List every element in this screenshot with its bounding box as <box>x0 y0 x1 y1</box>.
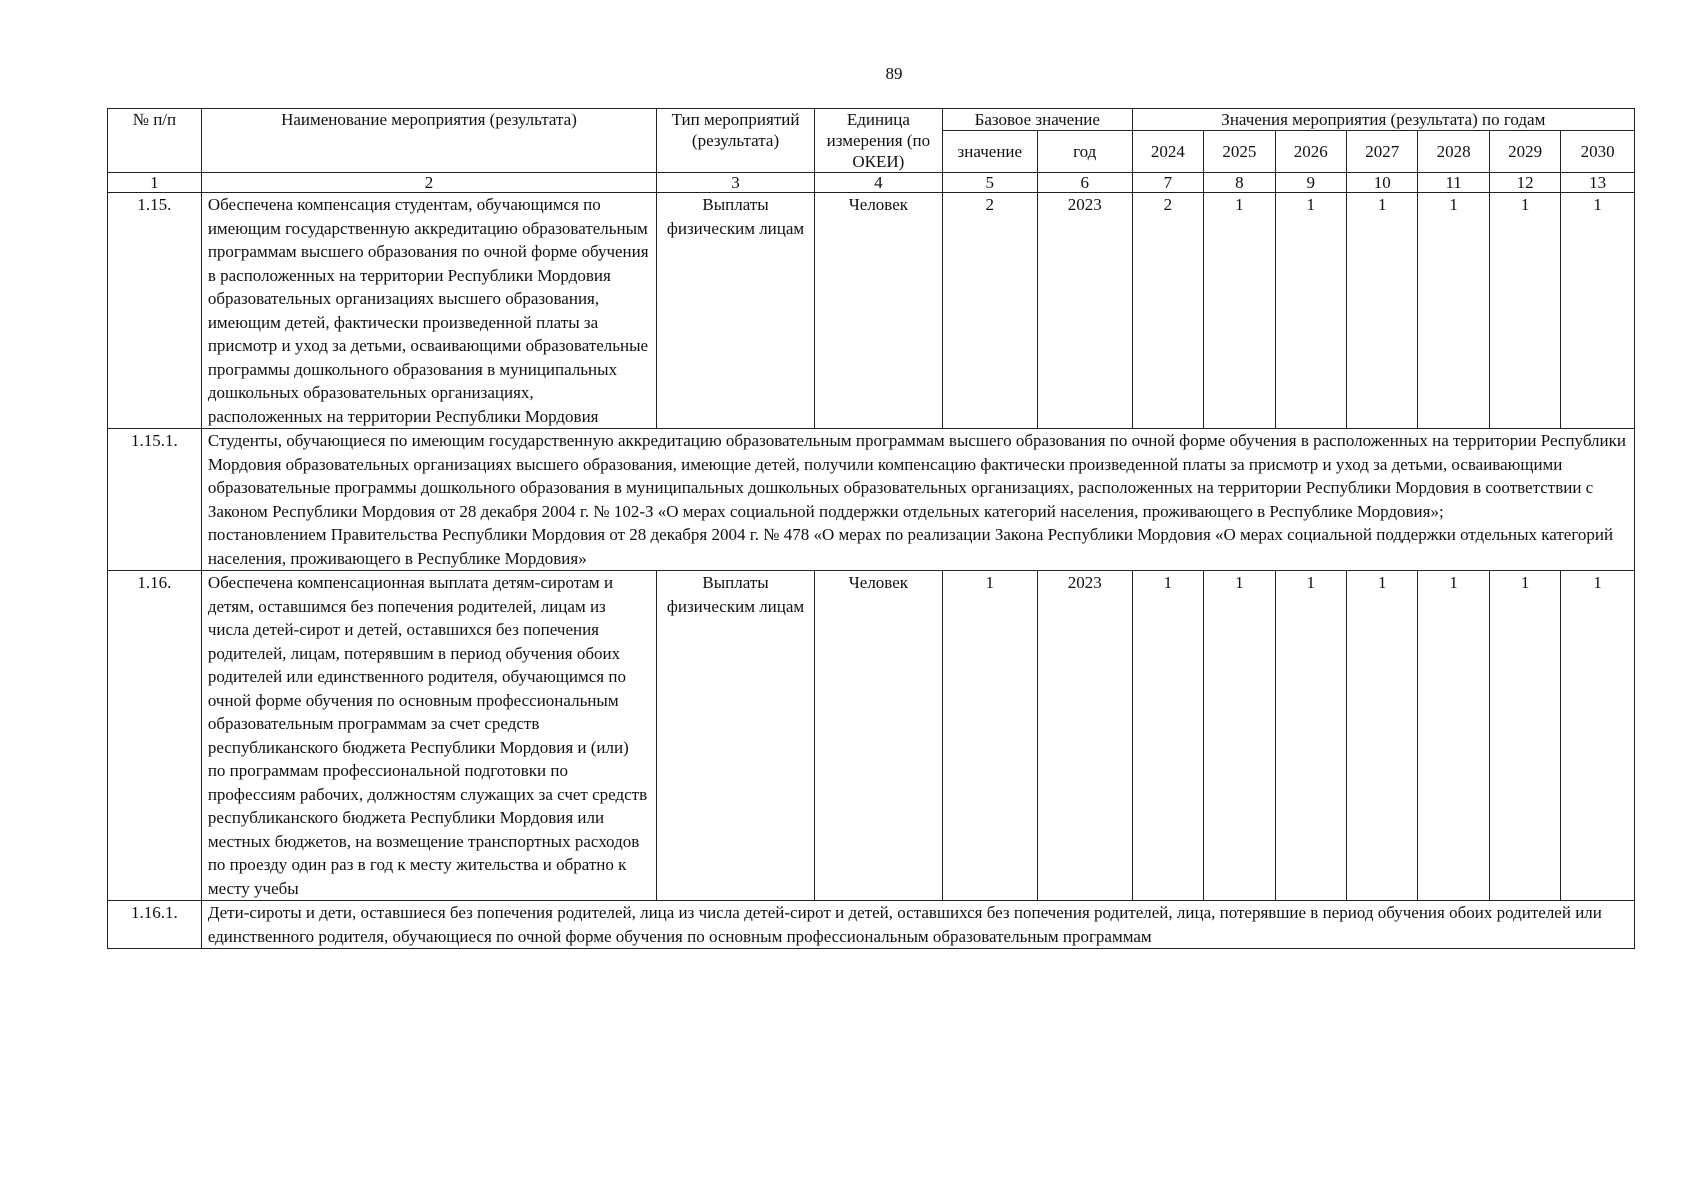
row-year-value: 1 <box>1561 193 1635 429</box>
header-year: 2026 <box>1275 131 1346 173</box>
row-year-value: 1 <box>1346 193 1417 429</box>
column-number: 1 <box>108 173 202 193</box>
column-number: 3 <box>657 173 815 193</box>
column-number: 9 <box>1275 173 1346 193</box>
page-number: 89 <box>885 64 903 83</box>
row-result-text <box>201 429 1634 571</box>
row-result-text: Дети-сироты и дети, оставшиеся без попечения родителей, лица из числа детей-сирот и детей, оставшихся без попечения родителей, лица, потерявшие в период обучения обоих родителей или единственного родителя, обучающиеся по очной форме обучения по основным профессиональным образовательным программам <box>201 901 1634 949</box>
row-year-value: 1 <box>1489 193 1560 429</box>
table-row <box>108 429 1635 571</box>
row-year-value: 1 <box>1418 193 1489 429</box>
column-number: 5 <box>942 173 1037 193</box>
header-base-year: год <box>1037 131 1132 173</box>
header-base-value: значение <box>942 131 1037 173</box>
row-year-value: 1 <box>1418 571 1489 901</box>
header-type-text: Тип мероприятий (результата) <box>671 110 800 150</box>
row-num: 1.15.1. <box>108 429 202 571</box>
row-year-value: 1 <box>1561 571 1635 901</box>
column-number: 11 <box>1418 173 1489 193</box>
header-year: 2027 <box>1346 131 1417 173</box>
header-name: Наименование мероприятия (результата) <box>201 109 656 173</box>
table-row <box>108 193 1635 429</box>
column-number: 8 <box>1204 173 1275 193</box>
header-year: 2028 <box>1418 131 1489 173</box>
row-year-value: 1 <box>1489 571 1560 901</box>
header-year: 2024 <box>1132 131 1203 173</box>
row-type: Выплаты физическим лицам <box>657 571 815 901</box>
row-name: Обеспечена компенсация студентам, обучающимся по имеющим государственную аккредитацию образовательным программам высшего образования по очной форме обучения в расположенных на территории Республики Мордовия образовательных организациях высшего образования, имеющим детей, фактически произведенной платы за присмотр и уход за детьми, осваивающими образовательные программы дошкольного образования в муниципальных дошкольных образовательных организациях, расположенных на территории Республики Мордовия <box>201 193 656 429</box>
column-number: 12 <box>1489 173 1560 193</box>
row-result-paragraph: Студенты, обучающиеся по имеющим государственную аккредитацию образовательным программам высшего образования по очной форме обучения в расположенных на территории Республики Мордовия образовательных организациях высшего образования, имеющие детей, получили компенсацию фактически произведенной платы за присмотр и уход за детьми, осваивающими образовательные программы дошкольного образования в муниципальных дошкольных образовательных организациях, расположенных на территории Республики Мордовия в соответствии с Законом Республики Мордовия от 28 декабря 2004 г. № 102-З «О мерах социальной поддержки отдельных категорий населения, проживающего в Республике Мордовия»; <box>207 431 1626 521</box>
row-result-paragraph: постановлением Правительства Республики Мордовия от 28 декабря 2004 г. № 478 «О мерах по реализации Закона Республики Мордовия «О мерах социальной поддержки отдельных категорий населения, проживающего в Республике Мордовия» <box>207 525 1614 568</box>
column-number: 6 <box>1037 173 1132 193</box>
row-base-year: 2023 <box>1037 571 1132 901</box>
measures-table <box>107 108 1635 949</box>
row-base-value: 2 <box>942 193 1037 429</box>
header-year: 2030 <box>1561 131 1635 173</box>
column-number: 10 <box>1346 173 1417 193</box>
row-year-value: 1 <box>1275 571 1346 901</box>
row-year-value: 1 <box>1275 193 1346 429</box>
column-number: 7 <box>1132 173 1203 193</box>
row-num: 1.16. <box>108 571 202 901</box>
column-number: 2 <box>201 173 656 193</box>
column-number-row <box>108 173 1635 193</box>
table-row <box>108 901 1635 949</box>
header-year: 2025 <box>1204 131 1275 173</box>
header-unit <box>814 109 942 173</box>
row-year-value: 2 <box>1132 193 1203 429</box>
row-type: Выплаты физическим лицам <box>657 193 815 429</box>
row-year-value: 1 <box>1132 571 1203 901</box>
header-base: Базовое значение <box>942 109 1132 131</box>
row-base-value: 1 <box>942 571 1037 901</box>
header-num: № п/п <box>108 109 202 173</box>
row-year-value: 1 <box>1204 571 1275 901</box>
row-unit: Человек <box>814 571 942 901</box>
header-row-1 <box>108 109 1635 131</box>
row-year-value: 1 <box>1346 571 1417 901</box>
row-num: 1.15. <box>108 193 202 429</box>
row-base-year: 2023 <box>1037 193 1132 429</box>
table-row <box>108 571 1635 901</box>
column-number: 13 <box>1561 173 1635 193</box>
row-year-value: 1 <box>1204 193 1275 429</box>
header-by-years: Значения мероприятия (результата) по годам <box>1132 109 1634 131</box>
header-type <box>657 109 815 173</box>
header-year: 2029 <box>1489 131 1560 173</box>
column-number: 4 <box>814 173 942 193</box>
row-num: 1.16.1. <box>108 901 202 949</box>
row-unit: Человек <box>814 193 942 429</box>
header-unit-text: Единица измерения (по ОКЕИ) <box>826 110 931 171</box>
row-name: Обеспечена компенсационная выплата детям-сиротам и детям, оставшимся без попечения родителей, лицам из числа детей-сирот и детей, оставшихся без попечения родителей, лицам, потерявшим в период обучения обоих родителей или единственного родителя, обучающимся по очной форме обучения по основным профессиональным образовательным программам за счет средств республиканского бюджета Республики Мордовия и (или) по программам профессиональной подготовки по профессиям рабочих, должностям служащих за счет средств республиканского бюджета Республики Мордовия или местных бюджетов, на возмещение транспортных расходов по проезду один раз в год к месту жительства и обратно к месту учебы <box>201 571 656 901</box>
